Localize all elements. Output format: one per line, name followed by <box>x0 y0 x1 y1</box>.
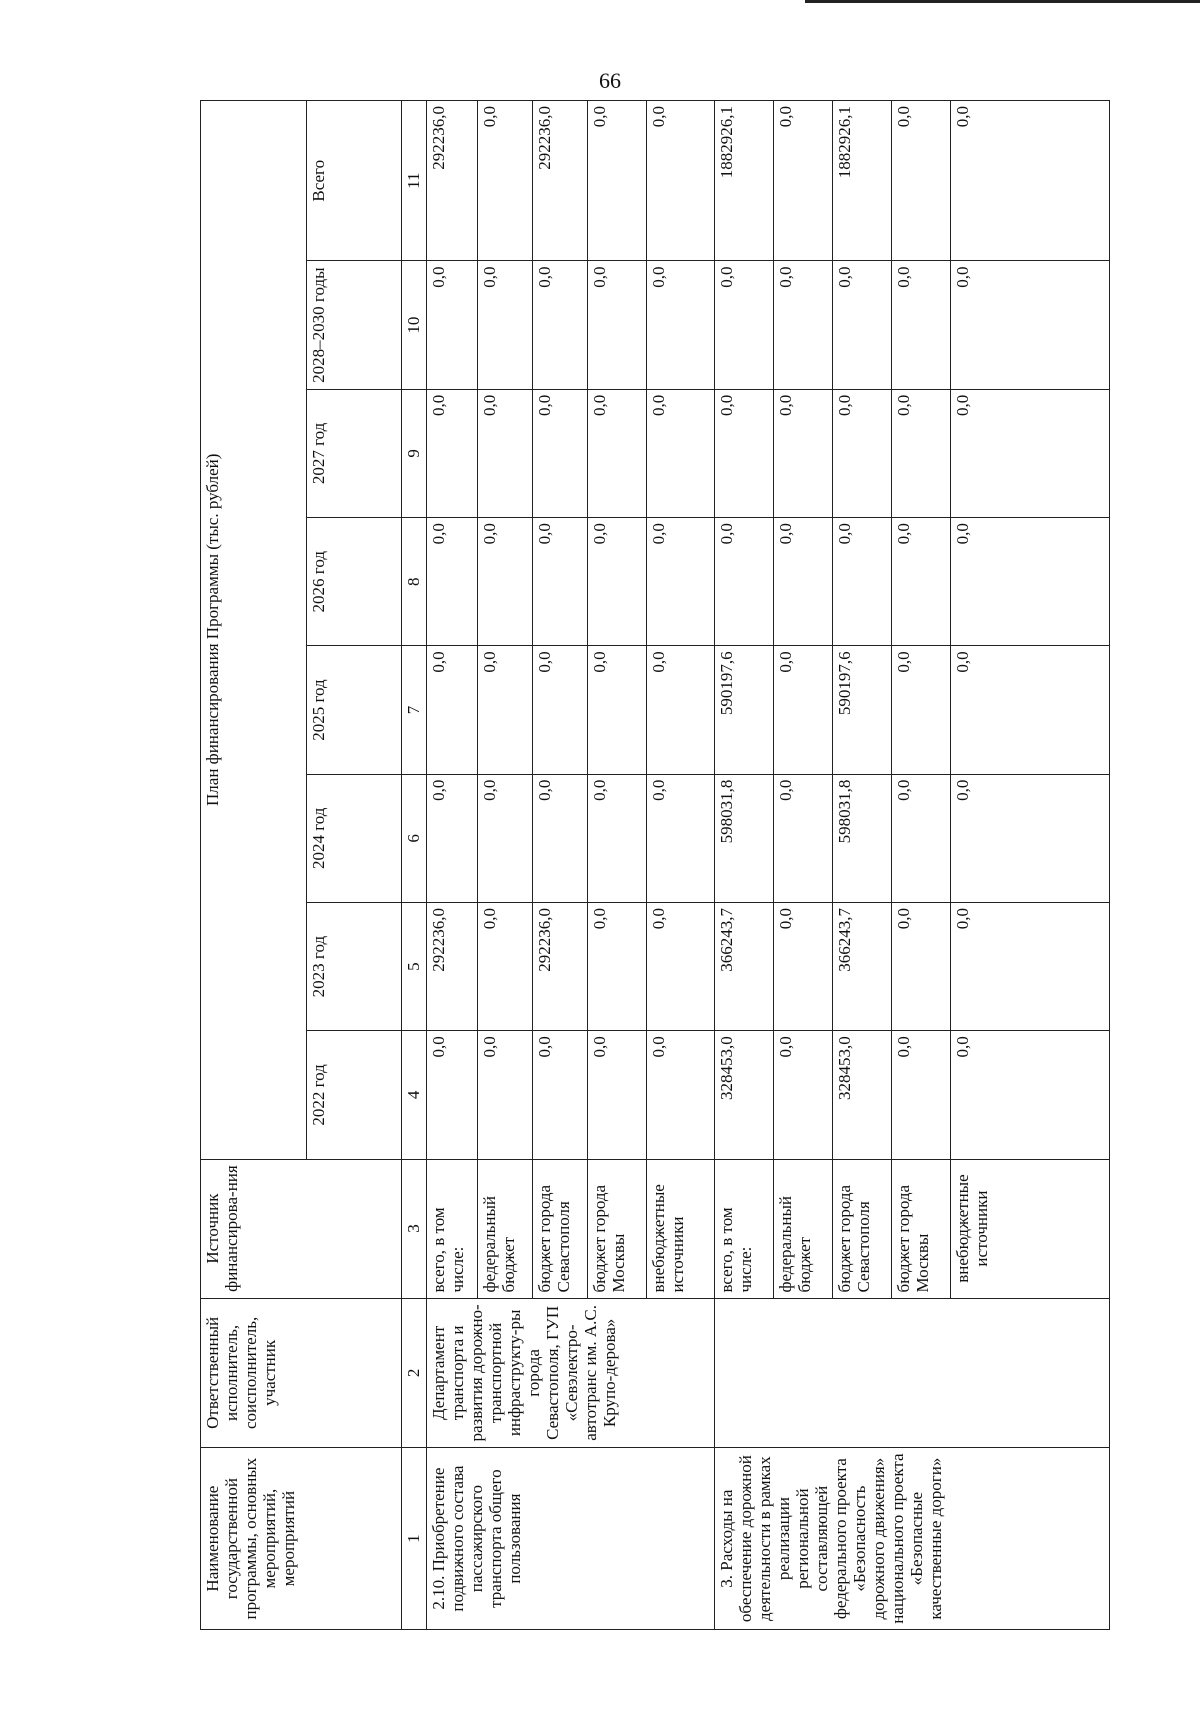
header-year: 2022 год <box>306 1031 401 1159</box>
value-cell: 0,0 <box>427 518 478 646</box>
header-year: 2023 год <box>306 902 401 1030</box>
value-cell: 0,0 <box>714 261 773 389</box>
value-cell: 366243,7 <box>714 902 773 1030</box>
value-cell: 0,0 <box>773 389 832 517</box>
value-cell: 0,0 <box>647 646 715 774</box>
executor-cell: Департамент транспорта и развития дорожно-транспортной инфраструкту-ры города Севастополя, ГУП «Севэлектро-автотранс им. А.С. Крупо-дерова» <box>427 1298 714 1448</box>
value-cell: 0,0 <box>427 1031 478 1159</box>
value-cell: 0,0 <box>477 261 532 389</box>
total-cell: 1882926,1 <box>714 101 773 261</box>
value-cell: 292236,0 <box>532 902 587 1030</box>
column-number-row <box>401 101 426 1630</box>
page-number: 66 <box>599 68 621 93</box>
value-cell: 0,0 <box>773 518 832 646</box>
column-number: 3 <box>401 1159 426 1298</box>
value-cell: 0,0 <box>532 774 587 902</box>
value-cell: 0,0 <box>532 518 587 646</box>
header-year: 2027 год <box>306 389 401 517</box>
header-plan: План финансирования Программы (тыс. рублей) <box>201 101 307 1160</box>
value-cell: 0,0 <box>714 389 773 517</box>
value-cell: 0,0 <box>532 646 587 774</box>
table-row <box>714 101 773 1630</box>
value-cell: 0,0 <box>833 518 892 646</box>
value-cell: 0,0 <box>647 902 715 1030</box>
value-cell: 0,0 <box>892 389 951 517</box>
value-cell: 0,0 <box>892 774 951 902</box>
value-cell: 0,0 <box>477 1031 532 1159</box>
value-cell: 590197,6 <box>714 646 773 774</box>
value-cell: 0,0 <box>477 902 532 1030</box>
value-cell: 0,0 <box>892 518 951 646</box>
total-cell: 1882926,1 <box>833 101 892 261</box>
value-cell: 0,0 <box>647 518 715 646</box>
value-cell: 0,0 <box>951 646 1110 774</box>
value-cell: 0,0 <box>892 902 951 1030</box>
value-cell: 0,0 <box>773 646 832 774</box>
column-number: 11 <box>401 101 426 261</box>
value-cell: 0,0 <box>833 389 892 517</box>
value-cell: 0,0 <box>647 774 715 902</box>
column-number: 1 <box>401 1448 426 1630</box>
value-cell: 0,0 <box>892 1031 951 1159</box>
source-cell: бюджет города Севастополя <box>833 1159 892 1298</box>
value-cell: 0,0 <box>951 774 1110 902</box>
column-number: 10 <box>401 261 426 389</box>
value-cell: 292236,0 <box>427 902 478 1030</box>
header-year: 2028–2030 годы <box>306 261 401 389</box>
header-year: 2026 год <box>306 518 401 646</box>
total-cell: 0,0 <box>477 101 532 261</box>
value-cell: 0,0 <box>477 389 532 517</box>
financing-table <box>200 100 1110 1630</box>
source-cell: всего, в том числе: <box>714 1159 773 1298</box>
value-cell: 0,0 <box>427 646 478 774</box>
column-number: 4 <box>401 1031 426 1159</box>
executor-cell <box>714 1298 1109 1448</box>
table-row <box>427 101 478 1630</box>
top-rule <box>805 0 1200 3</box>
program-name-cell: 2.10. Приобретение подвижного состава пассажирского транспорта общего пользования <box>427 1448 714 1630</box>
source-cell: бюджет города Севастополя <box>532 1159 587 1298</box>
source-cell: бюджет города Москвы <box>587 1159 646 1298</box>
value-cell: 0,0 <box>427 389 478 517</box>
total-cell: 0,0 <box>951 101 1110 261</box>
header-year: 2024 год <box>306 774 401 902</box>
value-cell: 0,0 <box>647 261 715 389</box>
value-cell: 0,0 <box>773 261 832 389</box>
column-number: 8 <box>401 518 426 646</box>
value-cell: 0,0 <box>951 261 1110 389</box>
value-cell: 366243,7 <box>833 902 892 1030</box>
column-number: 9 <box>401 389 426 517</box>
source-cell: внебюджетные источники <box>951 1159 1110 1298</box>
value-cell: 598031,8 <box>714 774 773 902</box>
total-cell: 292236,0 <box>427 101 478 261</box>
value-cell: 0,0 <box>427 774 478 902</box>
total-cell: 0,0 <box>892 101 951 261</box>
value-cell: 0,0 <box>477 518 532 646</box>
source-cell: внебюджетные источники <box>647 1159 715 1298</box>
value-cell: 0,0 <box>587 646 646 774</box>
value-cell: 0,0 <box>587 1031 646 1159</box>
value-cell: 0,0 <box>477 646 532 774</box>
total-cell: 292236,0 <box>532 101 587 261</box>
value-cell: 0,0 <box>773 774 832 902</box>
value-cell: 0,0 <box>427 261 478 389</box>
program-name-cell: 3. Расходы на обеспечение дорожной деятельности в рамках реализации региональной составляющей федерального проекта «Безопасность дорожного движения» национального проекта «Безопасные качественные дороги» <box>714 1448 1109 1630</box>
value-cell: 0,0 <box>951 389 1110 517</box>
total-cell: 0,0 <box>587 101 646 261</box>
value-cell: 328453,0 <box>833 1031 892 1159</box>
source-cell: бюджет города Москвы <box>892 1159 951 1298</box>
total-cell: 0,0 <box>647 101 715 261</box>
value-cell: 0,0 <box>951 902 1110 1030</box>
value-cell: 0,0 <box>587 389 646 517</box>
header-total: Всего <box>306 101 401 261</box>
value-cell: 328453,0 <box>714 1031 773 1159</box>
value-cell: 0,0 <box>647 1031 715 1159</box>
column-number: 5 <box>401 902 426 1030</box>
column-number: 2 <box>401 1298 426 1448</box>
rotated-table-container <box>200 100 1110 1630</box>
value-cell: 0,0 <box>647 389 715 517</box>
header-name: Наименование государственной программы, основных мероприятий, мероприятий <box>201 1448 402 1630</box>
value-cell: 0,0 <box>714 518 773 646</box>
source-cell: федеральный бюджет <box>477 1159 532 1298</box>
source-cell: федеральный бюджет <box>773 1159 832 1298</box>
column-number: 6 <box>401 774 426 902</box>
value-cell: 0,0 <box>477 774 532 902</box>
total-cell: 0,0 <box>773 101 832 261</box>
value-cell: 0,0 <box>532 389 587 517</box>
value-cell: 0,0 <box>892 646 951 774</box>
value-cell: 598031,8 <box>833 774 892 902</box>
header-year: 2025 год <box>306 646 401 774</box>
source-cell: всего, в том числе: <box>427 1159 478 1298</box>
value-cell: 0,0 <box>773 1031 832 1159</box>
value-cell: 0,0 <box>951 1031 1110 1159</box>
value-cell: 0,0 <box>833 261 892 389</box>
header-source: Источник финансирова-ния <box>201 1159 402 1298</box>
column-number: 7 <box>401 646 426 774</box>
value-cell: 0,0 <box>951 518 1110 646</box>
value-cell: 0,0 <box>532 261 587 389</box>
header-executor: Ответственный исполнитель, соисполнитель, участник <box>201 1298 402 1448</box>
value-cell: 0,0 <box>773 902 832 1030</box>
value-cell: 0,0 <box>532 1031 587 1159</box>
value-cell: 0,0 <box>587 261 646 389</box>
value-cell: 590197,6 <box>833 646 892 774</box>
value-cell: 0,0 <box>587 518 646 646</box>
value-cell: 0,0 <box>587 774 646 902</box>
value-cell: 0,0 <box>892 261 951 389</box>
value-cell: 0,0 <box>587 902 646 1030</box>
header-row-top <box>201 101 307 1630</box>
